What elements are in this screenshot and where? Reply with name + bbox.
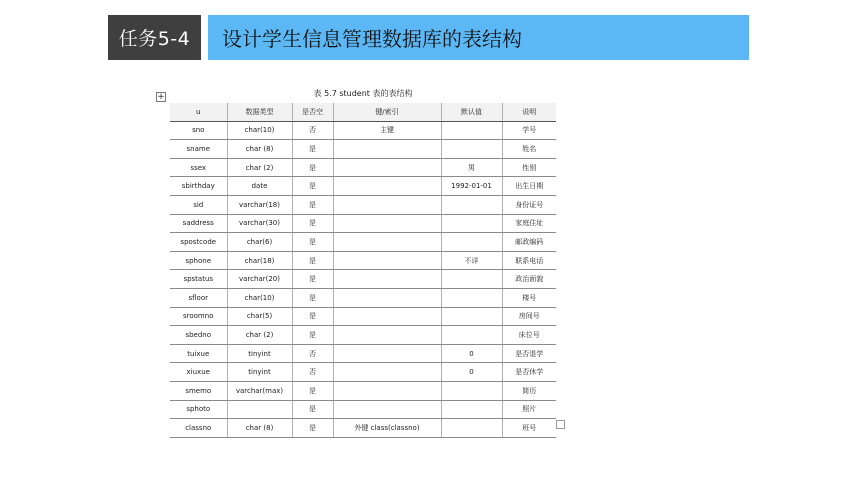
table-row: [170, 326, 556, 345]
column-header: 默认值: [441, 103, 502, 121]
nullable-cell: 是: [292, 177, 333, 196]
default-value-cell: [441, 121, 502, 140]
nullable-cell: 是: [292, 288, 333, 307]
default-value-cell: [441, 326, 502, 345]
table-row: [170, 419, 556, 438]
data-type-cell: varchar(20): [227, 270, 292, 289]
table-row: [170, 270, 556, 289]
table-row: [170, 121, 556, 140]
data-type-cell: varchar(18): [227, 195, 292, 214]
task-label: 任务5-4: [118, 28, 191, 50]
field-name-cell: sfloor: [170, 288, 227, 307]
default-value-cell: 不详: [441, 251, 502, 270]
data-type-cell: char(10): [227, 121, 292, 140]
description-cell: 政治面貌: [502, 270, 556, 289]
column-header: u: [170, 103, 227, 121]
table-row: [170, 400, 556, 419]
key-index-cell: [333, 233, 441, 252]
table-row: [170, 177, 556, 196]
default-value-cell: [441, 270, 502, 289]
field-name-cell: smemo: [170, 381, 227, 400]
table-row: [170, 214, 556, 233]
data-type-cell: char(6): [227, 233, 292, 252]
data-type-cell: tinyint: [227, 363, 292, 382]
key-index-cell: [333, 307, 441, 326]
schema-table: [170, 103, 556, 438]
description-cell: 联系电话: [502, 251, 556, 270]
key-index-cell: [333, 326, 441, 345]
nullable-cell: 是: [292, 400, 333, 419]
field-name-cell: sid: [170, 195, 227, 214]
default-value-cell: [441, 400, 502, 419]
column-header: 说明: [502, 103, 556, 121]
table-row: [170, 140, 556, 159]
table-header-row: [170, 103, 556, 121]
data-type-cell: tinyint: [227, 344, 292, 363]
nullable-cell: 是: [292, 251, 333, 270]
nullable-cell: 否: [292, 344, 333, 363]
table-row: [170, 363, 556, 382]
description-cell: 学号: [502, 121, 556, 140]
default-value-cell: 0: [441, 344, 502, 363]
default-value-cell: [441, 214, 502, 233]
default-value-cell: 1992-01-01: [441, 177, 502, 196]
field-name-cell: sroomno: [170, 307, 227, 326]
key-index-cell: [333, 381, 441, 400]
column-header: 数据类型: [227, 103, 292, 121]
nullable-cell: 是: [292, 214, 333, 233]
default-value-cell: [441, 288, 502, 307]
key-index-cell: [333, 251, 441, 270]
key-index-cell: 主键: [333, 121, 441, 140]
table-row: [170, 381, 556, 400]
nullable-cell: 否: [292, 121, 333, 140]
default-value-cell: 男: [441, 158, 502, 177]
data-type-cell: char(5): [227, 307, 292, 326]
nullable-cell: 是: [292, 270, 333, 289]
data-type-cell: char(18): [227, 251, 292, 270]
default-value-cell: [441, 195, 502, 214]
move-cross-icon[interactable]: +: [157, 92, 165, 102]
data-type-cell: char (2): [227, 158, 292, 177]
description-cell: 房间号: [502, 307, 556, 326]
description-cell: 邮政编码: [502, 233, 556, 252]
nullable-cell: 是: [292, 233, 333, 252]
description-cell: 简历: [502, 381, 556, 400]
default-value-cell: [441, 419, 502, 438]
data-type-cell: char(10): [227, 288, 292, 307]
description-cell: 出生日期: [502, 177, 556, 196]
key-index-cell: [333, 270, 441, 289]
description-cell: 班号: [502, 419, 556, 438]
nullable-cell: 是: [292, 158, 333, 177]
field-name-cell: spstatus: [170, 270, 227, 289]
nullable-cell: 是: [292, 419, 333, 438]
field-name-cell: sbedno: [170, 326, 227, 345]
field-name-cell: sphone: [170, 251, 227, 270]
description-cell: 楼号: [502, 288, 556, 307]
nullable-cell: 是: [292, 381, 333, 400]
key-index-cell: [333, 158, 441, 177]
page-title: 设计学生信息管理数据库的表结构: [222, 27, 522, 51]
key-index-cell: [333, 214, 441, 233]
nullable-cell: 否: [292, 363, 333, 382]
table-row: [170, 158, 556, 177]
page-title-bar: [208, 15, 749, 60]
key-index-cell: [333, 400, 441, 419]
data-type-cell: [227, 400, 292, 419]
field-name-cell: ssex: [170, 158, 227, 177]
description-cell: 姓名: [502, 140, 556, 159]
description-cell: 是否休学: [502, 363, 556, 382]
key-index-cell: [333, 140, 441, 159]
data-type-cell: date: [227, 177, 292, 196]
description-cell: 照片: [502, 400, 556, 419]
table-row: [170, 251, 556, 270]
field-name-cell: spostcode: [170, 233, 227, 252]
field-name-cell: saddress: [170, 214, 227, 233]
description-cell: 性别: [502, 158, 556, 177]
field-name-cell: sname: [170, 140, 227, 159]
field-name-cell: xiuxue: [170, 363, 227, 382]
key-index-cell: 外键 class(classno): [333, 419, 441, 438]
key-index-cell: [333, 195, 441, 214]
key-index-cell: [333, 344, 441, 363]
key-index-cell: [333, 288, 441, 307]
column-header: 是否空: [292, 103, 333, 121]
nullable-cell: 是: [292, 140, 333, 159]
default-value-cell: 0: [441, 363, 502, 382]
data-type-cell: char (8): [227, 419, 292, 438]
field-name-cell: sphoto: [170, 400, 227, 419]
column-header: 键/索引: [333, 103, 441, 121]
default-value-cell: [441, 140, 502, 159]
default-value-cell: [441, 381, 502, 400]
nullable-cell: 是: [292, 195, 333, 214]
table-row: [170, 233, 556, 252]
field-name-cell: tuixue: [170, 344, 227, 363]
task-badge: [108, 15, 201, 60]
default-value-cell: [441, 307, 502, 326]
nullable-cell: 是: [292, 307, 333, 326]
data-type-cell: char (2): [227, 326, 292, 345]
resize-square-icon[interactable]: [556, 420, 565, 429]
key-index-cell: [333, 363, 441, 382]
description-cell: 是否退学: [502, 344, 556, 363]
key-index-cell: [333, 177, 441, 196]
table-row: [170, 307, 556, 326]
field-name-cell: classno: [170, 419, 227, 438]
description-cell: 家庭住址: [502, 214, 556, 233]
data-type-cell: varchar(max): [227, 381, 292, 400]
field-name-cell: sbirthday: [170, 177, 227, 196]
table-row: [170, 344, 556, 363]
description-cell: 床位号: [502, 326, 556, 345]
data-type-cell: char (8): [227, 140, 292, 159]
nullable-cell: 是: [292, 326, 333, 345]
table-row: [170, 288, 556, 307]
table-row: [170, 195, 556, 214]
table-caption: 表 5.7 student 表的表结构: [313, 89, 413, 98]
data-type-cell: varchar(30): [227, 214, 292, 233]
description-cell: 身份证号: [502, 195, 556, 214]
default-value-cell: [441, 233, 502, 252]
field-name-cell: sno: [170, 121, 227, 140]
